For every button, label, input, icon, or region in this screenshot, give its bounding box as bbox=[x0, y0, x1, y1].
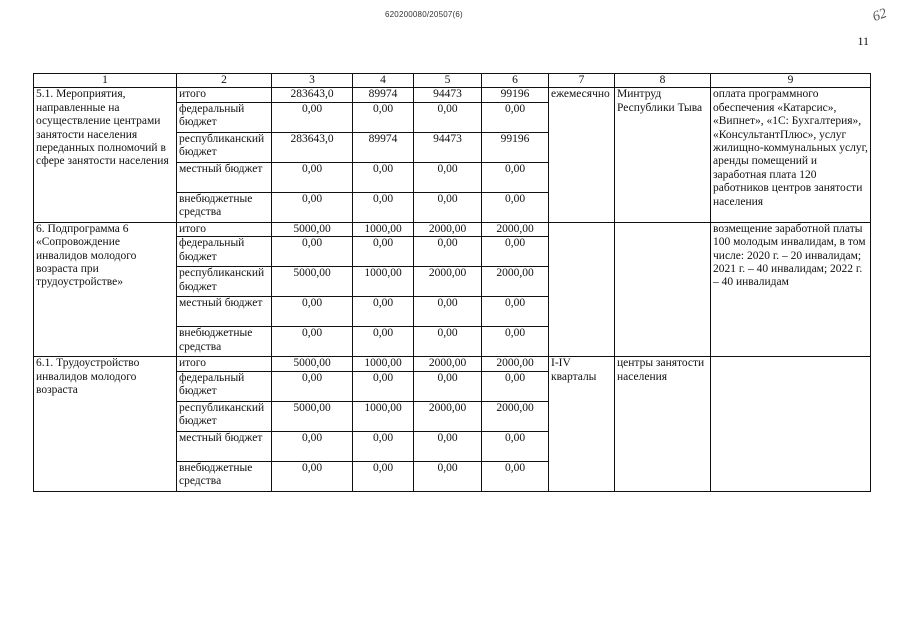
result-cell bbox=[711, 357, 871, 491]
column-header: 9 bbox=[711, 74, 871, 88]
amount-year1-cell: 0,00 bbox=[353, 327, 414, 357]
amount-total-cell: 0,00 bbox=[272, 297, 353, 327]
amount-year1-cell: 0,00 bbox=[353, 192, 414, 222]
executor-cell: Минтруд Республики Тыва bbox=[615, 88, 711, 222]
executor-cell: центры занятости населения bbox=[615, 357, 711, 491]
amount-year1-cell: 0,00 bbox=[353, 102, 414, 132]
amount-year1-cell: 89974 bbox=[353, 88, 414, 102]
amount-year1-cell: 0,00 bbox=[353, 461, 414, 491]
amount-year2-cell: 0,00 bbox=[414, 297, 482, 327]
amount-year1-cell: 1000,00 bbox=[353, 401, 414, 431]
amount-year1-cell: 0,00 bbox=[353, 431, 414, 461]
column-header: 7 bbox=[549, 74, 615, 88]
funding-source-cell: местный бюджет bbox=[177, 162, 272, 192]
amount-year3-cell: 0,00 bbox=[482, 102, 549, 132]
amount-year1-cell: 89974 bbox=[353, 132, 414, 162]
result-cell: оплата программного обеспечения «Катарсис», «Випнет», «1С: Бухгалтерия», «КонсультантПлюс», услуг жилищно-коммунальных услуг, аренды помещений и заработная плата 120 работников центров занятости населения bbox=[711, 88, 871, 222]
funding-source-cell: итого bbox=[177, 222, 272, 236]
amount-total-cell: 0,00 bbox=[272, 102, 353, 132]
funding-source-cell: федеральный бюджет bbox=[177, 371, 272, 401]
amount-year1-cell: 1000,00 bbox=[353, 357, 414, 371]
amount-total-cell: 5000,00 bbox=[272, 357, 353, 371]
amount-total-cell: 0,00 bbox=[272, 371, 353, 401]
amount-year3-cell: 0,00 bbox=[482, 297, 549, 327]
funding-source-cell: республиканский бюджет bbox=[177, 267, 272, 297]
column-header: 4 bbox=[353, 74, 414, 88]
amount-year2-cell: 2000,00 bbox=[414, 401, 482, 431]
measure-name-cell: 6.1. Трудоустройство инвалидов молодого возраста bbox=[34, 357, 177, 491]
measure-name-cell: 6. Подпрограмма 6 «Сопровождение инвалидов молодого возраста при трудоустройстве» bbox=[34, 222, 177, 356]
amount-total-cell: 283643,0 bbox=[272, 132, 353, 162]
funding-source-cell: внебюджетные средства bbox=[177, 192, 272, 222]
amount-year2-cell: 94473 bbox=[414, 132, 482, 162]
column-header: 5 bbox=[414, 74, 482, 88]
column-header: 1 bbox=[34, 74, 177, 88]
funding-source-cell: республиканский бюджет bbox=[177, 132, 272, 162]
handwritten-page-mark: 62 bbox=[870, 6, 889, 25]
table-row bbox=[34, 88, 871, 102]
amount-year1-cell: 0,00 bbox=[353, 237, 414, 267]
amount-year3-cell: 0,00 bbox=[482, 192, 549, 222]
funding-source-cell: итого bbox=[177, 88, 272, 102]
table-row bbox=[34, 357, 871, 371]
column-header-row bbox=[34, 74, 871, 88]
amount-year2-cell: 0,00 bbox=[414, 192, 482, 222]
amount-year2-cell: 2000,00 bbox=[414, 222, 482, 236]
amount-year1-cell: 0,00 bbox=[353, 162, 414, 192]
amount-year3-cell: 0,00 bbox=[482, 461, 549, 491]
amount-year2-cell: 0,00 bbox=[414, 327, 482, 357]
amount-year2-cell: 94473 bbox=[414, 88, 482, 102]
funding-source-cell: республиканский бюджет bbox=[177, 401, 272, 431]
result-cell: возмещение заработной платы 100 молодым инвалидам, в том числе: 2020 г. – 20 инвалидам; 2021 г. – 40 инвалидам; 2022 г. – 40 инвалидам bbox=[711, 222, 871, 356]
amount-total-cell: 0,00 bbox=[272, 162, 353, 192]
amount-year2-cell: 0,00 bbox=[414, 237, 482, 267]
amount-total-cell: 0,00 bbox=[272, 431, 353, 461]
funding-source-cell: местный бюджет bbox=[177, 431, 272, 461]
amount-year3-cell: 2000,00 bbox=[482, 267, 549, 297]
column-header: 3 bbox=[272, 74, 353, 88]
executor-cell bbox=[615, 222, 711, 356]
amount-year2-cell: 0,00 bbox=[414, 431, 482, 461]
amount-year3-cell: 99196 bbox=[482, 88, 549, 102]
amount-year2-cell: 2000,00 bbox=[414, 357, 482, 371]
amount-year3-cell: 0,00 bbox=[482, 431, 549, 461]
amount-year3-cell: 0,00 bbox=[482, 371, 549, 401]
period-cell: ежемесячно bbox=[549, 88, 615, 222]
amount-year3-cell: 0,00 bbox=[482, 162, 549, 192]
amount-year3-cell: 2000,00 bbox=[482, 222, 549, 236]
column-header: 6 bbox=[482, 74, 549, 88]
amount-year3-cell: 2000,00 bbox=[482, 357, 549, 371]
amount-year3-cell: 0,00 bbox=[482, 237, 549, 267]
document-code: 620200080/20507(6) bbox=[385, 10, 463, 19]
amount-total-cell: 5000,00 bbox=[272, 401, 353, 431]
amount-year2-cell: 0,00 bbox=[414, 371, 482, 401]
amount-year2-cell: 0,00 bbox=[414, 102, 482, 132]
page-number: 11 bbox=[857, 34, 869, 48]
amount-year3-cell: 99196 bbox=[482, 132, 549, 162]
funding-source-cell: федеральный бюджет bbox=[177, 102, 272, 132]
funding-source-cell: внебюджетные средства bbox=[177, 461, 272, 491]
table-row bbox=[34, 222, 871, 236]
amount-total-cell: 0,00 bbox=[272, 192, 353, 222]
period-cell bbox=[549, 222, 615, 356]
amount-year1-cell: 0,00 bbox=[353, 297, 414, 327]
amount-total-cell: 0,00 bbox=[272, 461, 353, 491]
measure-name-cell: 5.1. Мероприятия, направленные на осуществление центрами занятости населения переданных полномочий в сфере занятости населения bbox=[34, 88, 177, 222]
amount-total-cell: 283643,0 bbox=[272, 88, 353, 102]
amount-year2-cell: 0,00 bbox=[414, 461, 482, 491]
amount-year3-cell: 2000,00 bbox=[482, 401, 549, 431]
column-header: 2 bbox=[177, 74, 272, 88]
amount-total-cell: 0,00 bbox=[272, 327, 353, 357]
amount-year1-cell: 0,00 bbox=[353, 371, 414, 401]
amount-total-cell: 5000,00 bbox=[272, 267, 353, 297]
funding-source-cell: местный бюджет bbox=[177, 297, 272, 327]
amount-year3-cell: 0,00 bbox=[482, 327, 549, 357]
amount-total-cell: 5000,00 bbox=[272, 222, 353, 236]
column-header: 8 bbox=[615, 74, 711, 88]
funding-source-cell: внебюджетные средства bbox=[177, 327, 272, 357]
amount-year1-cell: 1000,00 bbox=[353, 267, 414, 297]
funding-source-cell: итого bbox=[177, 357, 272, 371]
period-cell: I-IV кварталы bbox=[549, 357, 615, 491]
amount-total-cell: 0,00 bbox=[272, 237, 353, 267]
amount-year2-cell: 2000,00 bbox=[414, 267, 482, 297]
amount-year2-cell: 0,00 bbox=[414, 162, 482, 192]
program-measures-table bbox=[33, 73, 871, 492]
funding-source-cell: федеральный бюджет bbox=[177, 237, 272, 267]
amount-year1-cell: 1000,00 bbox=[353, 222, 414, 236]
